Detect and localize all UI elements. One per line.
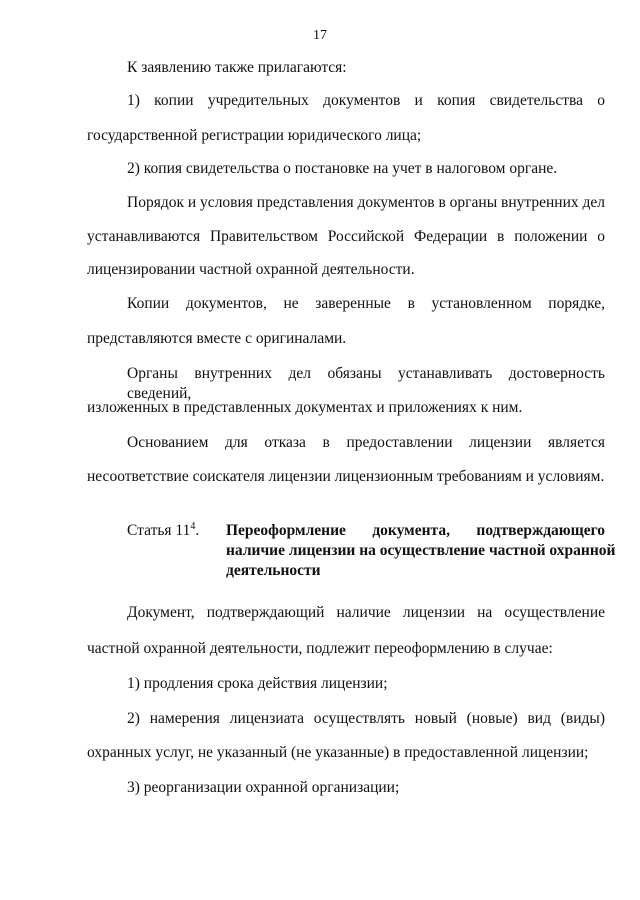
article-label-superscript: 4	[190, 520, 196, 532]
paragraph-reissue-line-1: Документ, подтверждающий наличие лицензии на осуществление	[127, 604, 605, 621]
paragraph-attachments-intro: К заявлению также прилагаются:	[127, 59, 347, 76]
paragraph-item-1-line-2: государственной регистрации юридического лица;	[87, 127, 422, 144]
paragraph-item-2: 2) копия свидетельства о постановке на учет в налоговом органе.	[127, 160, 558, 177]
paragraph-authorities-line-1: Органы внутренних дел обязаны устанавливать достоверность сведений,	[127, 365, 605, 402]
paragraph-reissue-line-2: частной охранной деятельности, подлежит переоформлению в случае:	[87, 640, 553, 657]
paragraph-case-2-line-1: 2) намерения лицензиата осуществлять новый (новые) вид (виды)	[127, 710, 605, 727]
paragraph-item-1-line-1: 1) копии учредительных документов и копия свидетельства о	[127, 92, 605, 109]
paragraph-procedure-line-3: лицензировании частной охранной деятельности.	[87, 261, 415, 278]
paragraph-copies-line-1: Копии документов, не заверенные в установленном порядке,	[127, 295, 605, 312]
paragraph-copies-line-2: представляются вместе с оригиналами.	[87, 330, 347, 347]
article-label-dot: .	[195, 522, 200, 539]
article-label-text: Статья 11	[127, 522, 191, 539]
article-title-line-1: Переоформление документа, подтверждающего	[226, 522, 605, 539]
paragraph-authorities-line-2: изложенных в представленных документах и приложениях к ним.	[87, 399, 523, 416]
article-title-line-2: наличие лицензии на осуществление частной охранной	[226, 542, 616, 559]
article-title-line-3: деятельности	[226, 562, 321, 579]
paragraph-case-2-line-2: охранных услуг, не указанный (не указанные) в предоставленной лицензии;	[87, 744, 589, 761]
paragraph-procedure-line-1: Порядок и условия представления документов в органы внутренних дел	[127, 194, 605, 211]
paragraph-refusal-line-2: несоответствие соискателя лицензии лицензионным требованиям и условиям.	[87, 468, 605, 485]
paragraph-refusal-line-1: Основанием для отказа в предоставлении лицензии является	[127, 434, 605, 451]
page-number: 17	[313, 28, 327, 43]
paragraph-procedure-line-2: устанавливаются Правительством Российской Федерации в положении о	[87, 228, 605, 245]
paragraph-case-1: 1) продления срока действия лицензии;	[127, 675, 388, 692]
article-title	[226, 521, 616, 581]
paragraph-case-3: 3) реорганизации охранной организации;	[127, 779, 400, 796]
article-label	[127, 521, 199, 541]
